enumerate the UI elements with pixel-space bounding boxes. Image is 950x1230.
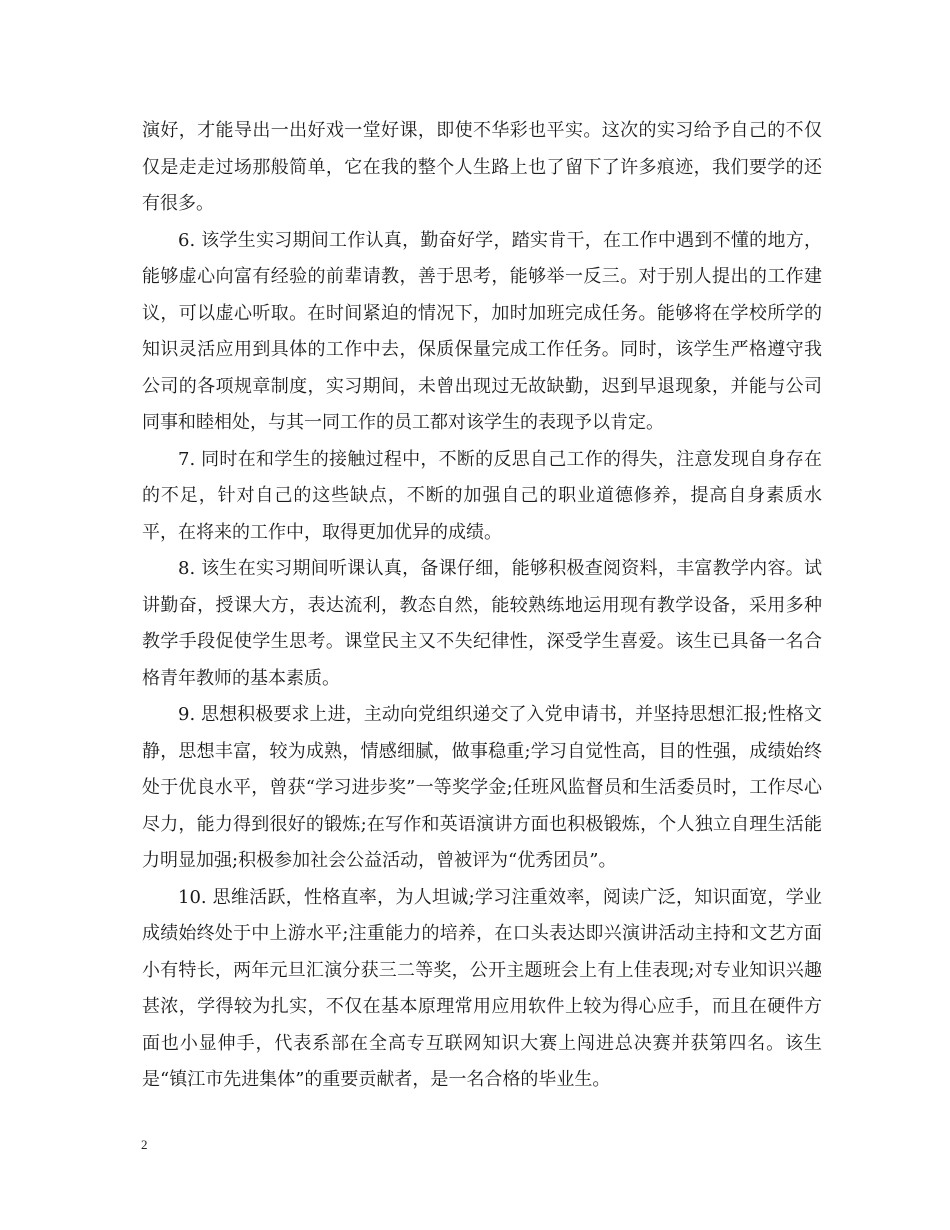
document-body (142, 113, 822, 1099)
paragraph-continuation: 演好，才能导出一出好戏一堂好课，即使不华彩也平实。这次的实习给予自己的不仅仅是走走过场那般简单，它在我的整个人生路上也了留下了许多痕迹，我们要学的还有很多。 (142, 120, 822, 214)
paragraph-item-7: 7. 同时在和学生的接触过程中，不断的反思自己工作的得失，注意发现自身存在的不足，针对自己的这些缺点，不断的加强自己的职业道德修养，提高自身素质水平，在将来的工作中，取得更加优异的成绩。 (142, 448, 822, 543)
paragraph-item-8: 8. 该生在实习期间听课认真，备课仔细，能够积极查阅资料，丰富教学内容。试讲勤奋，授课大方，表达流利，教态自然，能较熟练地运用现有教学设备，采用多种教学手段促使学生思考。课堂民主又不失纪律性，深受学生喜爱。该生已具备一名合格青年教师的基本素质。 (142, 558, 822, 689)
paragraph-item-9: 9. 思想积极要求上进，主动向党组织递交了入党申请书，并坚持思想汇报;性格文静，思想丰富，较为成熟，情感细腻，做事稳重;学习自觉性高，目的性强，成绩始终处于优良水平，曾获“学习进步奖”一等奖学金;任班风监督员和生活委员时，工作尽心尽力，能力得到很好的锻炼;在写作和英语演讲方面也积极锻炼，个人独立自理生活能力明显加强;积极参加社会公益活动，曾被评为“优秀团员”。 (142, 704, 822, 871)
paragraph-item-10: 10. 思维活跃，性格直率，为人坦诚;学习注重效率，阅读广泛，知识面宽，学业成绩始终处于中上游水平;注重能力的培养，在口头表达即兴演讲活动主持和文艺方面小有特长，两年元旦汇演分获三二等奖，公开主题班会上有上佳表现;对专业知识兴趣甚浓，学得较为扎实，不仅在基本原理常用应用软件上较为得心应手，而且在硬件方面也小显伸手，代表系部在全高专互联网知识大赛上闯进总决赛并获第四名。该生是“镇江市先进集体”的重要贡献者，是一名合格的毕业生。 (142, 886, 822, 1090)
paragraph-item-6: 6. 该学生实习期间工作认真，勤奋好学，踏实肯干，在工作中遇到不懂的地方，能够虚心向富有经验的前辈请教，善于思考，能够举一反三。对于别人提出的工作建议，可以虚心听取。在时间紧迫的情况下，加时加班完成任务。能够将在学校所学的知识灵活应用到具体的工作中去，保质保量完成工作任务。同时，该学生严格遵守我公司的各项规章制度，实习期间，未曾出现过无故缺勤，迟到早退现象，并能与公司同事和睦相处，与其一同工作的员工都对该学生的表现予以肯定。 (142, 229, 822, 433)
page-number: 2 (141, 1137, 148, 1152)
